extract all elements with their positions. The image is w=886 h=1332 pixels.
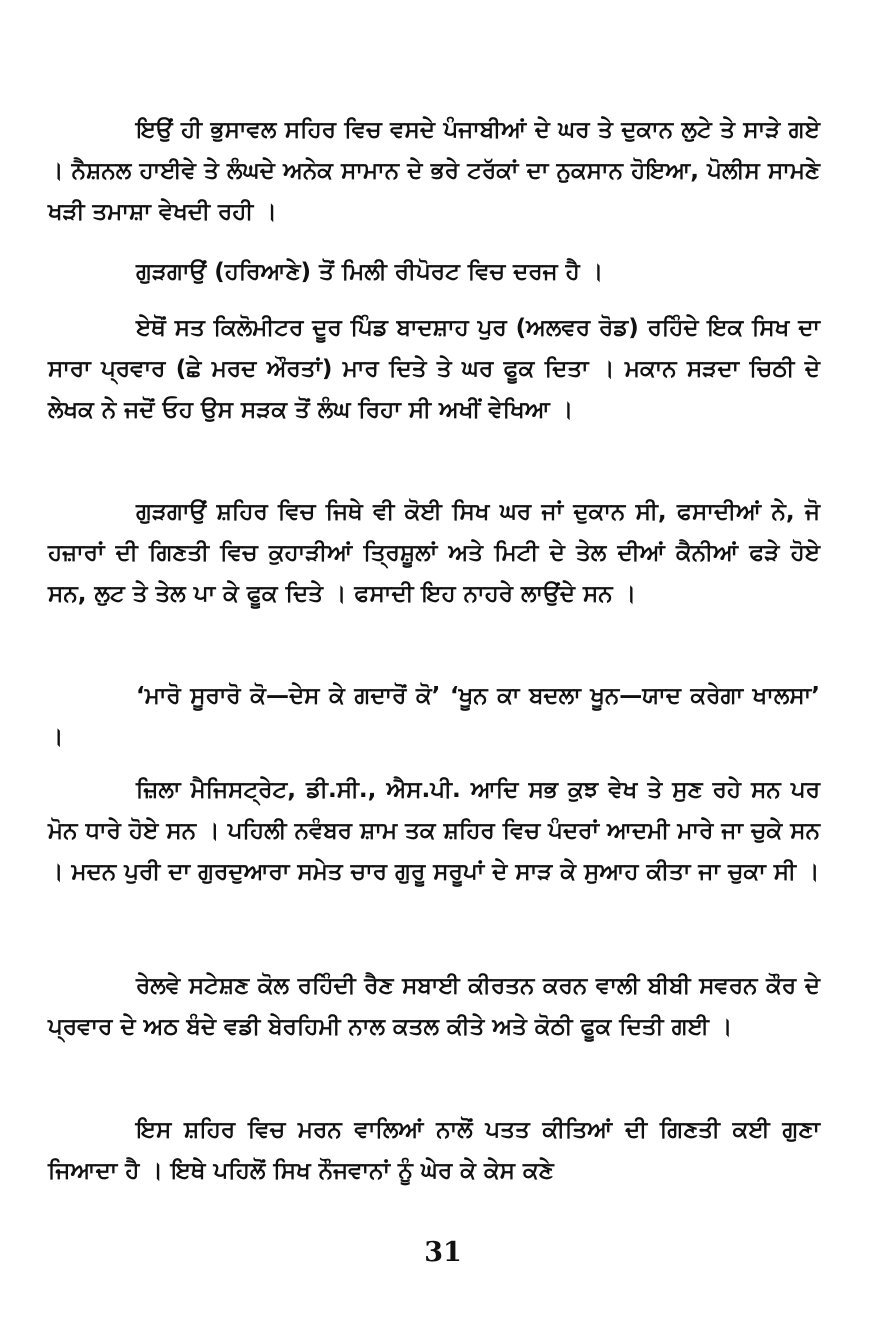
- paragraph-slogans: ‘ਮਾਰੋ ਸੂਰਾਰੋ ਕੋ—ਦੇਸ ਕੇ ਗਦਾਰੋਂ ਕੋ’ ‘ਖੂਨ ਕਾ ਬਦਲਾ ਖੂਨ—ਯਾਦ ਕਰੇਗਾ ਖਾਲਸਾ’ ।: [48, 683, 820, 750]
- page-number: 31: [424, 1237, 462, 1268]
- paragraph-gurgaon-report-intro: ਗੁੜਗਾਉਂ (ਹਰਿਆਣੇ) ਤੋਂ ਮਿਲੀ ਰੀਪੋਰਟ ਵਿਚ ਦਰਜ ਹੈ ।: [136, 259, 604, 285]
- paragraph-railway-station-family: ਰੇਲਵੇ ਸਟੇਸ਼ਣ ਕੋਲ ਰਹਿੰਦੀ ਰੈਣ ਸਬਾਈ ਕੀਰਤਨ ਕਰਨ ਵਾਲੀ ਬੀਬੀ ਸਵਰਨ ਕੌਰ ਦੇ ਪ੍ਰਵਾਰ ਦੇ ਅਠ ਬੰਦੇ ਵਡੀ ਬੇਰਹਿਮੀ ਨਾਲ ਕਤਲ ਕੀਤੇ ਅਤੇ ਕੋਠੀ ਫੂਕ ਦਿਤੀ ਗਈ ।: [48, 973, 820, 1040]
- paragraph-badshahpur-family: ਏਥੋਂ ਸਤ ਕਿਲੋਮੀਟਰ ਦੂਰ ਪਿੰਡ ਬਾਦਸ਼ਾਹ ਪੁਰ (ਅਲਵਰ ਰੋਡ) ਰਹਿੰਦੇ ਇਕ ਸਿਖ ਦਾ ਸਾਰਾ ਪ੍ਰਵਾਰ (ਛੇ ਮਰਦ ਔਰਤਾਂ) ਮਾਰ ਦਿਤੇ ਤੇ ਘਰ ਫੂਕ ਦਿਤਾ । ਮਕਾਨ ਸੜਦਾ ਚਿਠੀ ਦੇ ਲੇਖਕ ਨੇ ਜਦੋਂ ਓਹ ਉਸ ਸੜਕ ਤੋਂ ਲੰਘ ਰਿਹਾ ਸੀ ਅਖੀਂ ਵੇਖਿਆ ।: [48, 315, 820, 423]
- paragraph-apostasy-count: ਇਸ ਸ਼ਹਿਰ ਵਿਚ ਮਰਨ ਵਾਲਿਆਂ ਨਾਲੋਂ ਪਤਤ ਕੀਤਿਆਂ ਦੀ ਗਿਣਤੀ ਕਈ ਗੁਣਾ ਜਿਆਦਾ ਹੈ । ਇਥੇ ਪਹਿਲੋਂ ਸਿਖ ਨੌਜਵਾਨਾਂ ਨੂੰ ਘੇਰ ਕੇ ਕੇਸ ਕਣੇ: [48, 1117, 820, 1184]
- paragraph-bhusawal-looting: ਇਉਂ ਹੀ ਭੁਸਾਵਲ ਸਹਿਰ ਵਿਚ ਵਸਦੇ ਪੰਜਾਬੀਆਂ ਦੇ ਘਰ ਤੇ ਦੁਕਾਨ ਲੁਟੇ ਤੇ ਸਾੜੇ ਗਏ । ਨੈਸ਼ਨਲ ਹਾਈਵੇ ਤੇ ਲੰਘਦੇ ਅਨੇਕ ਸਾਮਾਨ ਦੇ ਭਰੇ ਟਰੱਕਾਂ ਦਾ ਨੁਕਸਾਨ ਹੋਇਆ, ਪੋਲੀਸ ਸਾਮਣੇ ਖੜੀ ਤਮਾਸ਼ਾ ਵੇਖਦੀ ਰਹੀ ।: [48, 117, 820, 225]
- paragraph-gurgaon-city-rioters: ਗੁੜਗਾਉਂ ਸ਼ਹਿਰ ਵਿਚ ਜਿਥੇ ਵੀ ਕੋਈ ਸਿਖ ਘਰ ਜਾਂ ਦੁਕਾਨ ਸੀ, ਫਸਾਦੀਆਂ ਨੇ, ਜੋ ਹਜ਼ਾਰਾਂ ਦੀ ਗਿਣਤੀ ਵਿਚ ਕੁਹਾੜੀਆਂ ਤ੍ਰਿਸ਼ੂਲਾਂ ਅਤੇ ਮਿਟੀ ਦੇ ਤੇਲ ਦੀਆਂ ਕੈਨੀਆਂ ਫੜੇ ਹੋਏ ਸਨ, ਲੁਟ ਤੇ ਤੇਲ ਪਾ ਕੇ ਫੂਕ ਦਿਤੇ । ਫਸਾਦੀ ਇਹ ਨਾਹਰੇ ਲਾਉਂਦੇ ਸਨ ।: [48, 499, 820, 607]
- paragraph-officials-silent: ਜ਼ਿਲਾ ਮੈਜਿਸਟ੍ਰੇਟ, ਡੀ.ਸੀ., ਐਸ.ਪੀ. ਆਦਿ ਸਭ ਕੁਝ ਵੇਖ ਤੇ ਸੁਣ ਰਹੇ ਸਨ ਪਰ ਮੋਨ ਧਾਰੇ ਹੋਏ ਸਨ । ਪਹਿਲੀ ਨਵੰਬਰ ਸ਼ਾਮ ਤਕ ਸ਼ਹਿਰ ਵਿਚ ਪੰਦਰਾਂ ਆਦਮੀ ਮਾਰੇ ਜਾ ਚੁਕੇ ਸਨ । ਮਦਨ ਪੁਰੀ ਦਾ ਗੁਰਦੁਆਰਾ ਸਮੇਤ ਚਾਰ ਗੁਰੂ ਸਰੂਪਾਂ ਦੇ ਸਾੜ ਕੇ ਸੁਆਹ ਕੀਤਾ ਜਾ ਚੁਕਾ ਸੀ ।: [48, 777, 820, 885]
